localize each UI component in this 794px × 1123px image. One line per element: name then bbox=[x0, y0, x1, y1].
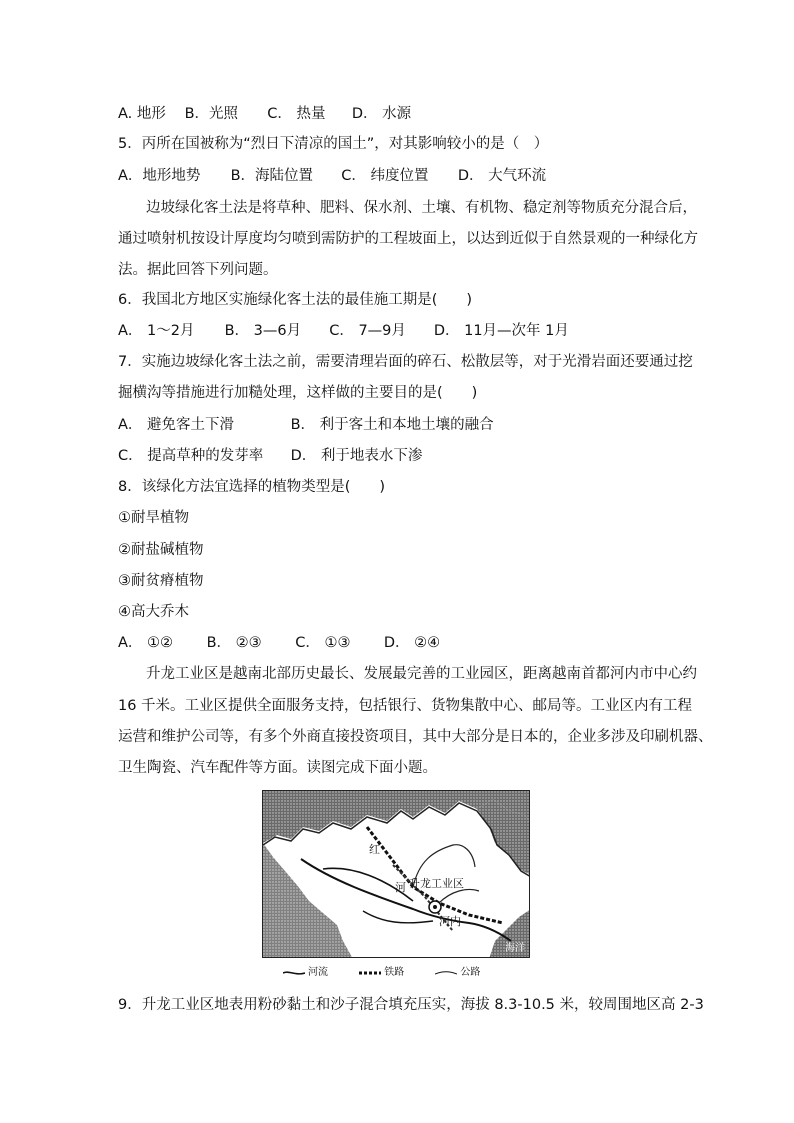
q4-option-a: A. 地形 bbox=[118, 106, 166, 122]
map-label-hanoi: 河内 bbox=[439, 915, 461, 928]
map-figure bbox=[262, 790, 530, 958]
q7-stem: 7．实施边坡绿化客土法之前，需要清理岩面的碎石、松散层等，对于光滑岩面还要通过挖 bbox=[118, 354, 693, 370]
q6-options bbox=[118, 321, 569, 341]
passage2-line: 卫生陶瓷、汽车配件等方面。读图完成下面小题。 bbox=[118, 760, 437, 776]
map-label-he: 河 bbox=[395, 881, 406, 894]
q7-option-a: A． 避免客土下滑 bbox=[118, 417, 235, 433]
q8-item: ①耐旱植物 bbox=[118, 510, 189, 526]
q7-options-row1 bbox=[118, 415, 494, 435]
passage1-line: 法。据此回答下列问题。 bbox=[118, 262, 278, 278]
map-svg bbox=[263, 791, 530, 958]
q8-option-a: A． ①② bbox=[118, 635, 174, 651]
q5-stem: 5．丙所在国被称为“烈日下清凉的国土”，对其影响较小的是（ ） bbox=[118, 136, 549, 152]
q5-option-b: B．海陆位置 bbox=[230, 168, 314, 184]
legend-road: 公路 bbox=[435, 966, 494, 980]
q8-option-c: C． ①③ bbox=[295, 635, 351, 651]
river-legend-icon bbox=[283, 970, 305, 976]
q9-stem: 9．升龙工业区地表用粉砂黏土和沙子混合填充压实，海拔 8.3-10.5 米，较周围地区高 2-3 bbox=[118, 997, 704, 1013]
passage2-line: 运营和维护公司等，有多个外商直接投资项目，其中大部分是日本的，企业多涉及印刷机器、 bbox=[118, 729, 713, 745]
q8-options bbox=[118, 633, 440, 653]
q8-option-d: D． ②④ bbox=[383, 635, 441, 651]
passage1-line: 通过喷射机按设计厚度均匀喷到需防护的工程坡面上，以达到近似于自然景观的一种绿化方 bbox=[118, 231, 698, 247]
road-line bbox=[439, 890, 479, 904]
passage2-line: 升龙工业区是越南北部历史最长、发展最完善的工业园区，距离越南首都河内市中心约 bbox=[146, 666, 697, 682]
legend-railway: 铁路 bbox=[359, 966, 418, 980]
q4-options bbox=[118, 104, 411, 124]
legend-river: 河流 bbox=[283, 966, 342, 980]
q6-option-b: B． 3—6月 bbox=[224, 323, 302, 339]
q7-option-d: D． 利于地表水下渗 bbox=[290, 448, 423, 464]
q8-option-b: B． ②③ bbox=[206, 635, 262, 651]
passage1-line: 边坡绿化客土法是将草种、肥料、保水剂、土壤、有机物、稳定剂等物质充分混合后， bbox=[146, 200, 697, 216]
q6-option-c: C． 7—9月 bbox=[329, 323, 406, 339]
q7-options-row2 bbox=[118, 446, 422, 466]
passage2-line: 16 千米。工业区提供全面服务支持，包括银行、货物集散中心、邮局等。工业区内有工程 bbox=[118, 698, 693, 714]
border-region-west bbox=[263, 843, 353, 958]
q4-option-d: D． 水源 bbox=[351, 106, 412, 122]
road-legend-icon bbox=[435, 970, 457, 976]
q8-stem: 8．该绿化方法宜选择的植物类型是( ) bbox=[118, 479, 386, 495]
q8-item: ③耐贫瘠植物 bbox=[118, 573, 204, 589]
q5-options bbox=[118, 166, 546, 186]
q7-option-b: B． 利于客土和本地土壤的融合 bbox=[290, 417, 494, 433]
q4-option-b: B．光照 bbox=[184, 106, 239, 122]
railway-legend-icon bbox=[359, 970, 381, 976]
q8-item: ④高大乔木 bbox=[118, 604, 189, 620]
map-legend bbox=[283, 966, 508, 981]
map-label-hong: 红 bbox=[369, 843, 380, 856]
map-label-industrial-zone: 升龙工业区 bbox=[409, 877, 464, 890]
q8-item: ②耐盐碱植物 bbox=[118, 542, 204, 558]
q5-option-d: D． 大气环流 bbox=[457, 168, 547, 184]
q6-stem: 6．我国北方地区实施绿化客土法的最佳施工期是( ) bbox=[118, 292, 473, 308]
q7-option-c: C． 提高草种的发芽率 bbox=[118, 448, 264, 464]
q4-option-c: C． 热量 bbox=[267, 106, 326, 122]
q5-option-a: A．地形地势 bbox=[118, 168, 201, 184]
q5-option-c: C． 纬度位置 bbox=[341, 168, 429, 184]
q7-stem: 掘横沟等措施进行加糙处理，这样做的主要目的是( ) bbox=[118, 385, 478, 401]
q6-option-a: A． 1～2月 bbox=[118, 323, 195, 339]
q6-option-d: D． 11月—次年 1月 bbox=[433, 323, 569, 339]
map-label-sea: 海洋 bbox=[505, 943, 525, 954]
